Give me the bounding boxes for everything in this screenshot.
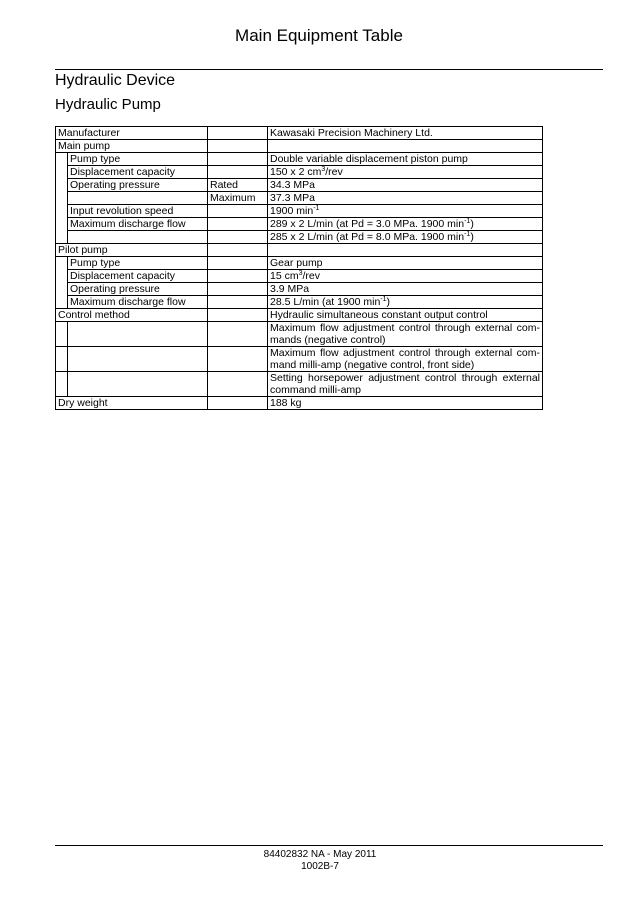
page-footer [200,849,440,873]
empty-cell [208,218,268,231]
table-row [56,257,543,270]
input-revolution-label: Input revolution speed [68,205,208,218]
pilot-operating-pressure-label: Operating pressure [68,283,208,296]
indent-cell [56,166,68,179]
control-method-label: Control method [56,309,208,322]
table-row [56,372,543,397]
empty-cell [208,270,268,283]
table-row [56,140,543,153]
table-row [56,296,543,309]
empty-cell [56,347,68,372]
pilot-max-flow-label: Maximum discharge flow [68,296,208,309]
indent-cell [56,270,68,283]
indent-cell [56,231,68,244]
pilot-displacement-value: 15 $cm^3$/rev [268,270,543,283]
empty-cell [68,322,208,347]
pilot-displacement-label: Displacement capacity [68,270,208,283]
empty-cell [208,127,268,140]
empty-cell [208,153,268,166]
control-method-value-2: Maximum flow adjustment control through external com-mands (negative control) [268,322,543,347]
empty-cell [68,372,208,397]
empty-cell [208,283,268,296]
document-reference: 84402832 NA - May 2011 [263,849,377,860]
manufacturer-value: Kawasaki Precision Machinery Ltd. [268,127,543,140]
empty-cell [68,231,208,244]
input-revolution-value: 1900 $\min^{-1}$ [268,205,543,218]
empty-cell [208,397,268,410]
table-row [56,283,543,296]
top-divider [55,69,603,70]
indent-cell [56,153,68,166]
empty-cell [68,192,208,205]
main-displacement-label: Displacement capacity [68,166,208,179]
empty-cell [56,322,68,347]
table-row [56,309,543,322]
control-method-value-1: Hydraulic simultaneous constant output control [268,309,543,322]
main-pump-type-value: Double variable displacement piston pump [268,153,543,166]
table-row [56,205,543,218]
table-row [56,244,543,257]
pilot-pump-type-value: Gear pump [268,257,543,270]
pilot-pump-label: Pilot pump [56,244,208,257]
table-row [56,347,543,372]
indent-cell [56,192,68,205]
indent-cell [56,179,68,192]
indent-cell [56,283,68,296]
main-displacement-value: 150 x 2 $cm^3$/rev [268,166,543,179]
empty-cell [208,166,268,179]
empty-cell [208,231,268,244]
empty-cell [208,296,268,309]
dry-weight-value: 188 kg [268,397,543,410]
pilot-max-flow-value: 28.5 L/min (at 1900 $\min^{-1}$) [268,296,543,309]
pilot-operating-pressure-value: 3.9 MPa [268,283,543,296]
empty-cell [208,257,268,270]
table-row [56,192,543,205]
max-discharge-flow-label: Maximum discharge flow [68,218,208,231]
operating-pressure-label: Operating pressure [68,179,208,192]
empty-cell [208,205,268,218]
section-title: Hydraulic Device [55,72,176,89]
table-row [56,153,543,166]
main-pump-label: Main pump [56,140,208,153]
empty-cell [68,347,208,372]
table-row [56,231,543,244]
table-row [56,166,543,179]
control-method-value-3: Maximum flow adjustment control through external com-mand milli-amp (negative control, front side) [268,347,543,372]
dry-weight-label: Dry weight [56,397,208,410]
table-row [56,179,543,192]
maximum-value: 37.3 MPa [268,192,543,205]
indent-cell [56,257,68,270]
empty-cell [208,140,268,153]
subsection-title: Hydraulic Pump [55,96,161,113]
indent-cell [56,296,68,309]
table-row [56,218,543,231]
indent-cell [56,218,68,231]
empty-cell [208,244,268,257]
table-row [56,270,543,283]
empty-cell [268,140,543,153]
maximum-label: Maximum [208,192,268,205]
empty-cell [208,309,268,322]
pilot-pump-type-label: Pump type [68,257,208,270]
max-discharge-flow-value: 289 x 2 L/min (at Pd = 3.0 MPa. 1900 $\min^{-1}$) [268,218,543,231]
manufacturer-label: Manufacturer [56,127,208,140]
indent-cell [56,205,68,218]
rated-value: 34.3 MPa [268,179,543,192]
empty-cell [56,372,68,397]
empty-cell [208,372,268,397]
max-discharge-flow-value-2: 285 x 2 L/min (at Pd = 8.0 MPa. 1900 $\min^{-1}$) [268,231,543,244]
hydraulic-pump-spec-table [55,126,543,410]
empty-cell [208,322,268,347]
main-pump-type-label: Pump type [68,153,208,166]
rated-label: Rated [208,179,268,192]
table-row [56,397,543,410]
table-row [56,127,543,140]
empty-cell [208,347,268,372]
table-row [56,322,543,347]
page-title: Main Equipment Table [235,26,403,45]
page-number: 1002B-7 [301,861,339,872]
empty-cell [268,244,543,257]
bottom-divider [55,845,603,846]
control-method-value-4: Setting horsepower adjustment control through external command milli-amp [268,372,543,397]
